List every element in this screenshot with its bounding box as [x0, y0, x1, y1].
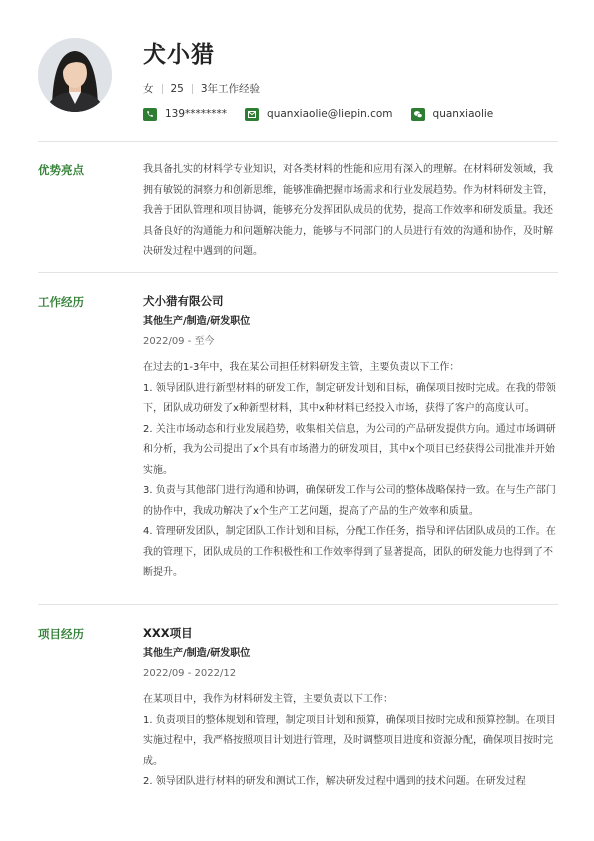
- work-paragraph: 2. 关注市场动态和行业发展趋势，收集相关信息，为公司的产品研发提供方向。通过市场调研和分析，我为公司提出了x个具有市场潜力的研发项目，其中x个项目已经获得公司批准并开始实施。: [143, 423, 556, 476]
- project-description: [143, 690, 557, 793]
- project-name: XXX项目: [143, 626, 193, 640]
- project-entry: [143, 624, 557, 793]
- work-description: [143, 358, 557, 584]
- gender: 女: [143, 83, 154, 95]
- advantages-text: [143, 160, 557, 263]
- contact-wechat[interactable]: [411, 108, 494, 121]
- advantages-paragraph: 我具备扎实的材料学专业知识，对各类材料的性能和应用有深入的理解。在材料研发领域，我拥有敏锐的洞察力和创新思维，能够准确把握市场需求和行业发展趋势。作为材料研发主管，我善于团队管理和项目协调，能够充分发挥团队成员的优势，提高工作效率和研发质量。我还具备良好的沟通能力和问题解决能力，能够与不同部门的人员进行有效的沟通和协作，及时解决研发过程中遇到的问题。: [143, 164, 553, 257]
- section-divider: [38, 141, 558, 142]
- company-name: 犬小猎有限公司: [143, 294, 224, 308]
- work-entry: [143, 292, 557, 584]
- project-paragraph: 2. 领导团队进行材料的研发和测试工作，解决研发过程中遇到的技术问题。在研发过程: [143, 776, 526, 787]
- work-paragraph: 在过去的1-3年中，我在某公司担任材料研发主管，主要负责以下工作：: [143, 362, 460, 373]
- project-dates: 2022/09 - 2022/12: [143, 668, 237, 679]
- job-dates: 2022/09 - 至今: [143, 336, 215, 347]
- work-paragraph: 1. 领导团队进行新型材料的研发工作，制定研发计划和目标，确保项目按时完成。在我的带领下，团队成功研发了x种新型材料，其中x种材料已经投入市场，获得了客户的高度认可。: [143, 382, 556, 414]
- candidate-name: 犬小猎: [143, 42, 215, 68]
- phone-icon: [143, 108, 157, 121]
- section-title-advantages: 优势亮点: [38, 163, 84, 177]
- work-paragraph: 4. 管理研发团队，制定团队工作计划和目标，分配工作任务，指导和评估团队成员的工作。在我的管理下，团队成员的工作积极性和工作效率得到了显著提高，团队的研发能力也得到了不断提升。: [143, 526, 556, 578]
- separator: [162, 84, 163, 94]
- age: 25: [170, 83, 184, 95]
- section-divider: [38, 272, 558, 273]
- wechat-id: quanxiaolie: [432, 108, 494, 120]
- section-title-project: 项目经历: [38, 627, 84, 641]
- contact-email[interactable]: [245, 108, 393, 121]
- contact-list: [143, 106, 511, 122]
- experience-years: 3年工作经验: [200, 83, 261, 95]
- contact-phone[interactable]: [143, 108, 227, 121]
- separator: [192, 84, 193, 94]
- job-position: 其他生产/制造/研发职位: [143, 316, 251, 327]
- phone-number: 139********: [165, 108, 228, 120]
- wechat-icon: [411, 108, 425, 121]
- resume-header: [0, 0, 594, 140]
- avatar-photo: [38, 38, 112, 112]
- email-address: quanxiaolie@liepin.com: [267, 108, 393, 120]
- project-paragraph: 1. 负责项目的整体规划和管理，制定项目计划和预算，确保项目按时完成和预算控制。在项目实施过程中，我严格按照项目计划进行管理，及时调整项目进度和资源分配，确保项目按时完成。: [143, 714, 556, 767]
- email-icon: [245, 108, 259, 121]
- project-position: 其他生产/制造/研发职位: [143, 648, 251, 659]
- work-paragraph: 3. 负责与其他部门进行沟通和协调，确保研发工作与公司的整体战略保持一致。在与生产部门的协作中，我成功解决了x个生产工艺问题，提高了产品的生产效率和质量。: [143, 485, 556, 517]
- project-paragraph: 在某项目中，我作为材料研发主管，主要负责以下工作：: [143, 694, 393, 705]
- basic-info: [143, 82, 260, 96]
- avatar: [38, 38, 112, 112]
- section-title-work: 工作经历: [38, 295, 84, 309]
- section-divider: [38, 604, 558, 605]
